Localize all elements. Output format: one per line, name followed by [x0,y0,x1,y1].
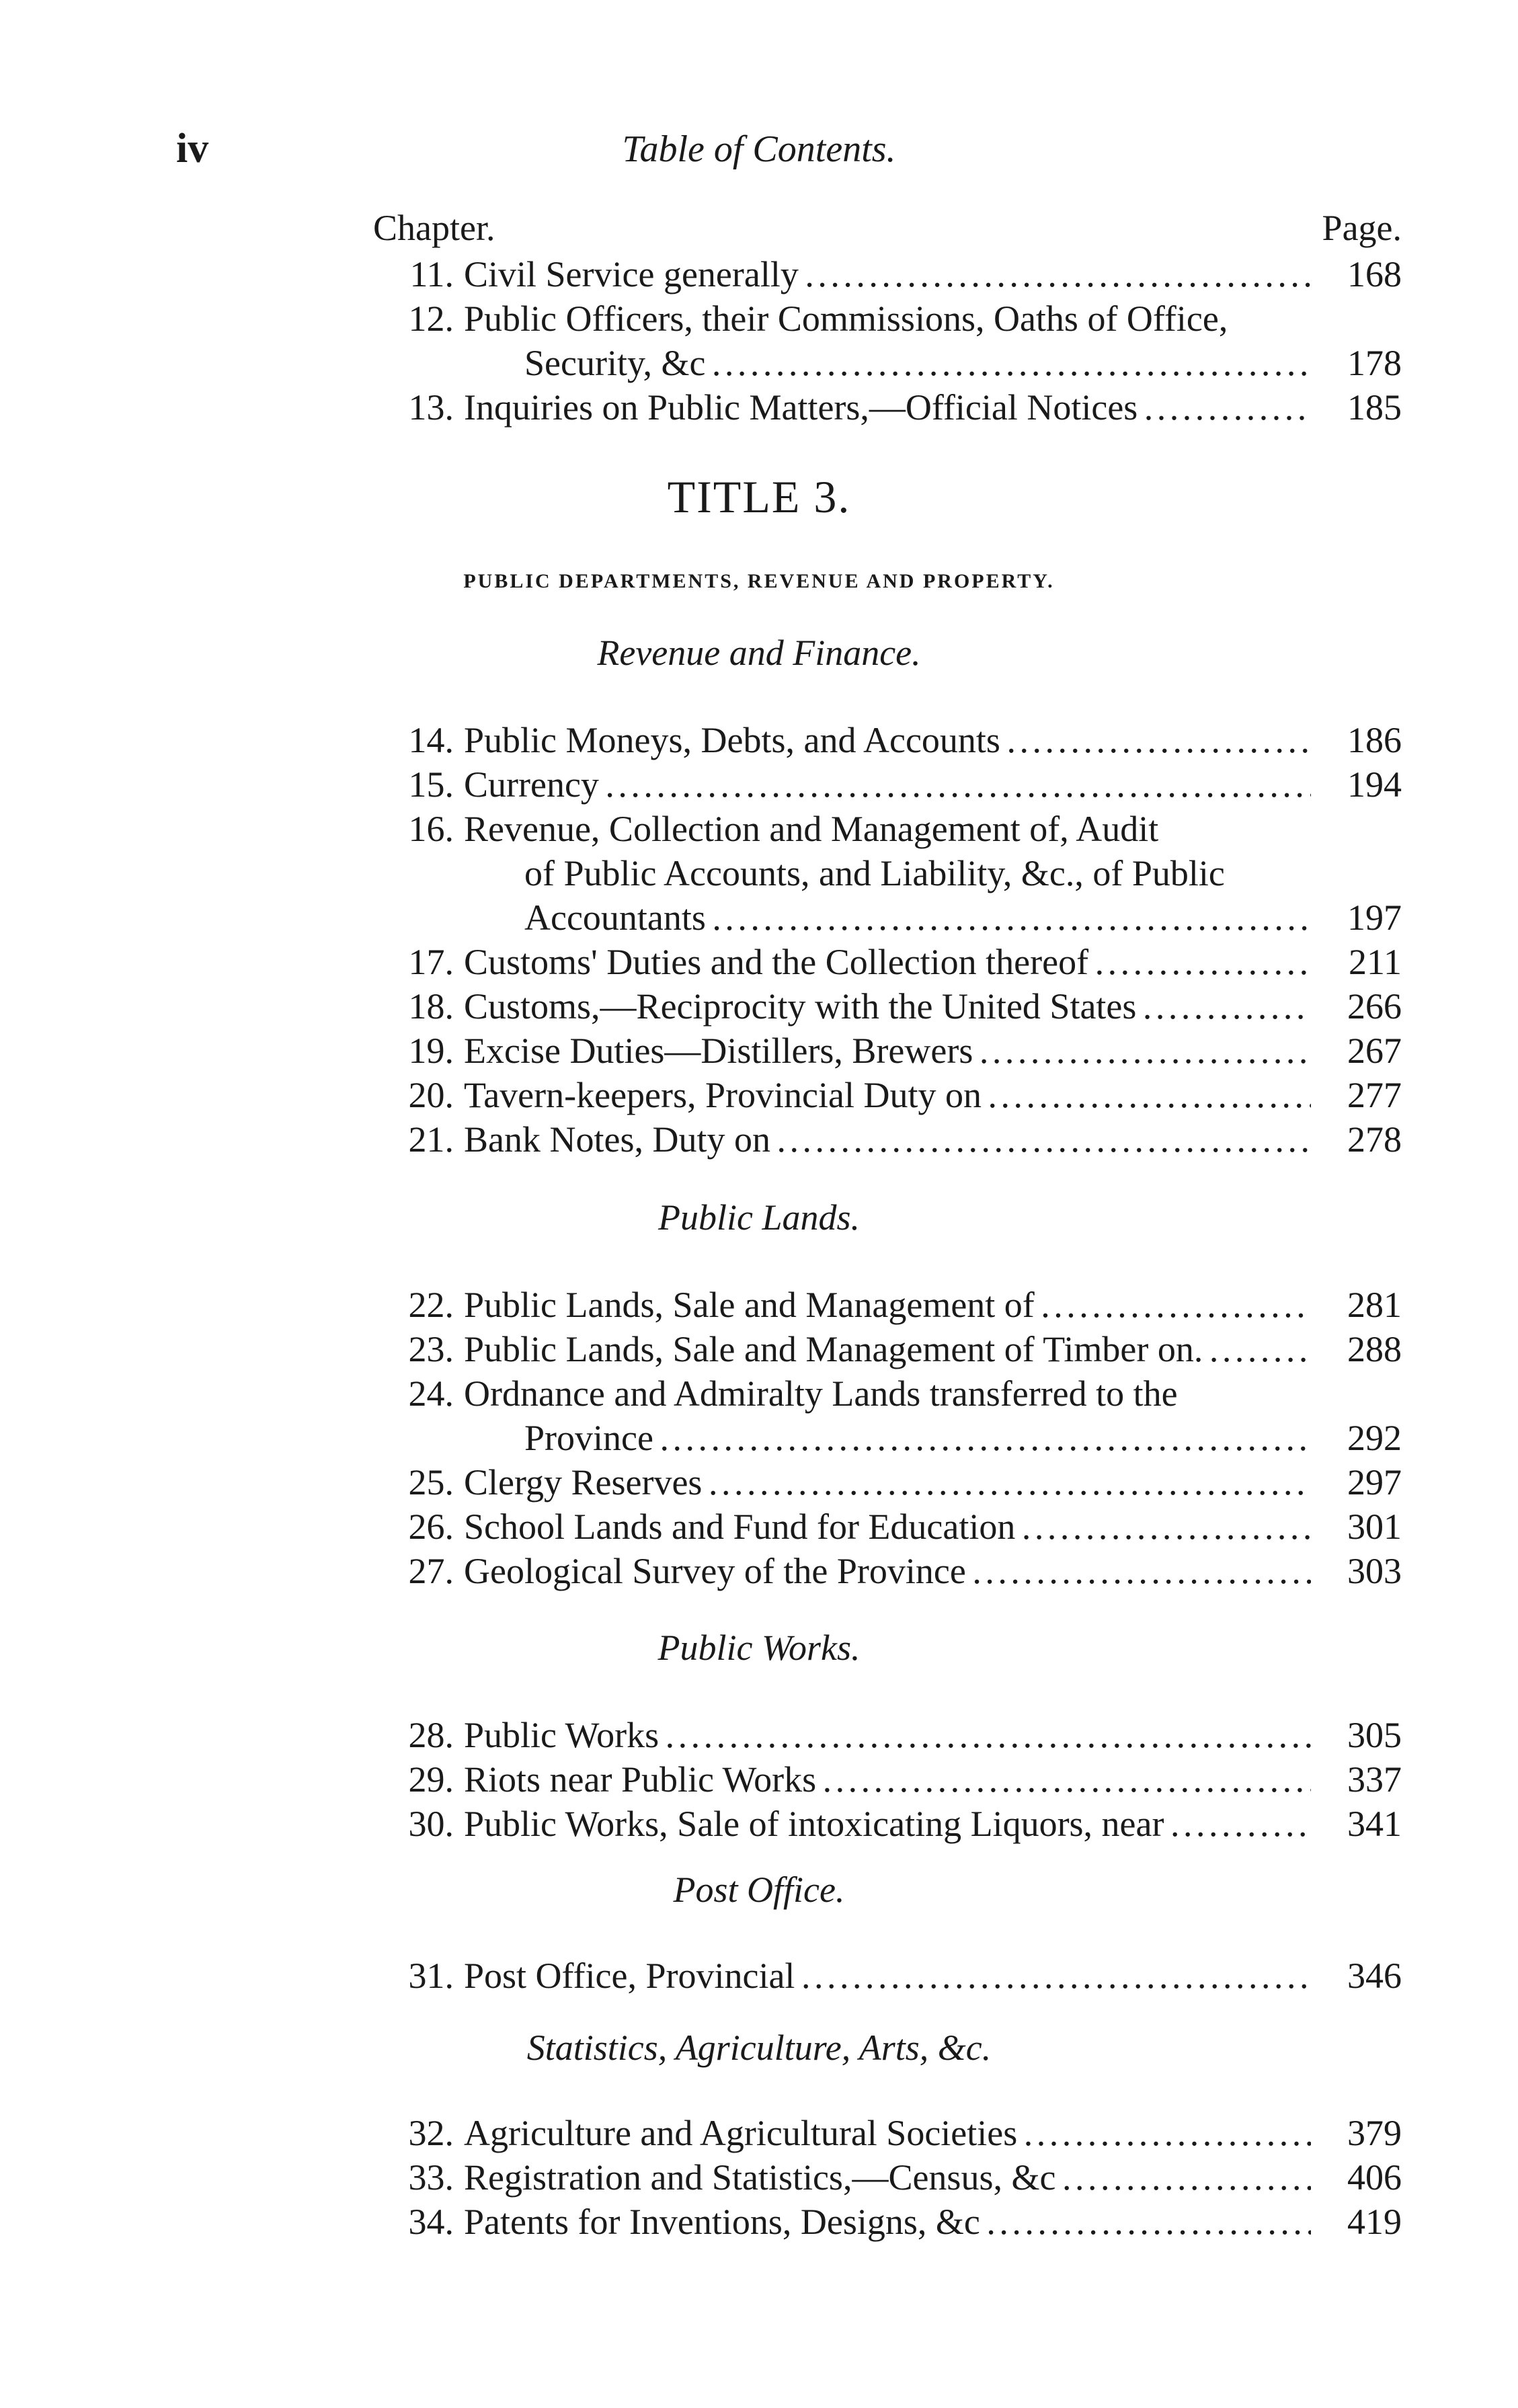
chapter-title: of Public Accounts, and Liability, &c., of Public [524,853,1225,893]
page-ref: 168 [1347,254,1402,294]
chapter-title: Bank Notes, Duty on . . . [464,1117,1311,1162]
page-ref: 419 [1347,2202,1402,2242]
page-ref: 341 [1347,1804,1402,1844]
chapter-title: Patents for Inventions, Designs, &c . . . [464,2200,1311,2244]
chapter-number: 23. [408,1329,454,1369]
chapter-title: Province . . . [524,1416,1311,1460]
chapter-number: 21. [408,1119,454,1160]
chapter-number: 30. [408,1804,454,1844]
chapter-title: Public Lands, Sale and Management of Timber on. . . . [464,1327,1311,1371]
chapter-number: 33. [408,2157,454,2198]
chapter-title: Agriculture and Agricultural Societies . . . [464,2111,1311,2155]
chapter-number: 13. [408,387,454,428]
chapter-title: Public Lands, Sale and Management of . . . [464,1283,1311,1327]
chapter-title: Tavern-keepers, Provincial Duty on . . . [464,1073,1311,1117]
running-title: Table of Contents. [622,128,896,170]
chapter-number: 20. [408,1075,454,1115]
chapter-number: 34. [408,2202,454,2242]
page-ref: 267 [1347,1031,1402,1071]
page-ref: 406 [1347,2157,1402,2198]
section-heading: Public Lands. [657,1197,860,1238]
chapter-title: Ordnance and Admiralty Lands transferred to the [464,1373,1178,1414]
section-heading: Statistics, Agriculture, Arts, &c. [526,2028,992,2068]
page-ref: 288 [1347,1329,1402,1369]
chapter-number: 29. [408,1759,454,1800]
page-ref: 305 [1347,1715,1402,1755]
chapter-title: Registration and Statistics,—Census, &c . . . [464,2155,1311,2200]
page-ref: 194 [1347,764,1402,805]
section-heading: Revenue and Finance. [597,633,921,673]
section-heading: Post Office. [673,1870,845,1910]
title-heading: TITLE 3. [667,471,851,522]
chapter-title: Riots near Public Works . . . [464,1757,1311,1802]
page-ref: 337 [1347,1759,1402,1800]
page-column-label: Page. [1322,208,1402,248]
chapter-title: Public Officers, their Commissions, Oaths of Office, [464,298,1228,339]
page-ref: 346 [1347,1956,1402,1996]
chapter-title: Geological Survey of the Province . . . [464,1549,1311,1593]
chapter-title: Public Moneys, Debts, and Accounts . . . [464,718,1311,762]
page-ref: 211 [1349,942,1402,982]
chapter-number: 28. [408,1715,454,1755]
chapter-title: Public Works, Sale of intoxicating Liquors, near . . . [464,1802,1311,1846]
page-ref: 178 [1347,343,1402,383]
page-ref: 197 [1347,897,1402,938]
chapter-number: 32. [408,2113,454,2153]
chapter-title: Post Office, Provincial . . . [464,1954,1311,1998]
chapter-number: 19. [408,1031,454,1071]
page-ref: 278 [1347,1119,1402,1160]
page-ref: 301 [1347,1507,1402,1547]
chapter-title: Revenue, Collection and Management of, Audit [464,809,1159,849]
page-ref: 277 [1347,1075,1402,1115]
chapter-number: 24. [408,1373,454,1414]
chapter-number: 25. [408,1462,454,1502]
section-heading: Public Works. [657,1628,861,1668]
page-ref: 292 [1347,1418,1402,1458]
chapter-title: Clergy Reserves . . . [464,1460,1311,1504]
chapter-title: Accountants . . . [524,895,1311,940]
chapter-number: 11. [409,254,454,294]
chapter-title: Security, &c . . . [524,341,1311,385]
chapter-number: 26. [408,1507,454,1547]
page-ref: 266 [1347,986,1402,1027]
chapter-number: 17. [408,942,454,982]
page-ref: 297 [1347,1462,1402,1502]
chapter-number: 22. [408,1285,454,1325]
chapter-title: Excise Duties—Distillers, Brewers . . . [464,1029,1311,1073]
page-ref: 185 [1347,387,1402,428]
chapter-column-label: Chapter. [373,208,495,248]
chapter-title: Inquiries on Public Matters,—Official Notices . . . [464,385,1311,430]
chapter-number: 14. [408,720,454,760]
chapter-title: School Lands and Fund for Education . . . [464,1504,1311,1549]
page-ref: 186 [1347,720,1402,760]
chapter-number: 16. [408,809,454,849]
chapter-number: 31. [408,1956,454,1996]
chapter-number: 18. [408,986,454,1027]
chapter-title: Public Works . . . [464,1713,1311,1757]
chapter-number: 27. [408,1551,454,1591]
chapter-title: Currency . . . [464,762,1311,807]
page-ref: 379 [1347,2113,1402,2153]
page-ref: 281 [1347,1285,1402,1325]
chapter-title: Customs,—Reciprocity with the United States . . . [464,984,1311,1029]
chapter-title: Civil Service generally . . . [464,252,1311,296]
chapter-number: 12. [408,298,454,339]
page-ref: 303 [1347,1551,1402,1591]
chapter-number: 15. [408,764,454,805]
title-subheading: PUBLIC DEPARTMENTS, REVENUE AND PROPERTY. [463,570,1055,592]
page-number: iv [176,126,209,171]
chapter-title: Customs' Duties and the Collection thereof . . . [464,940,1311,984]
